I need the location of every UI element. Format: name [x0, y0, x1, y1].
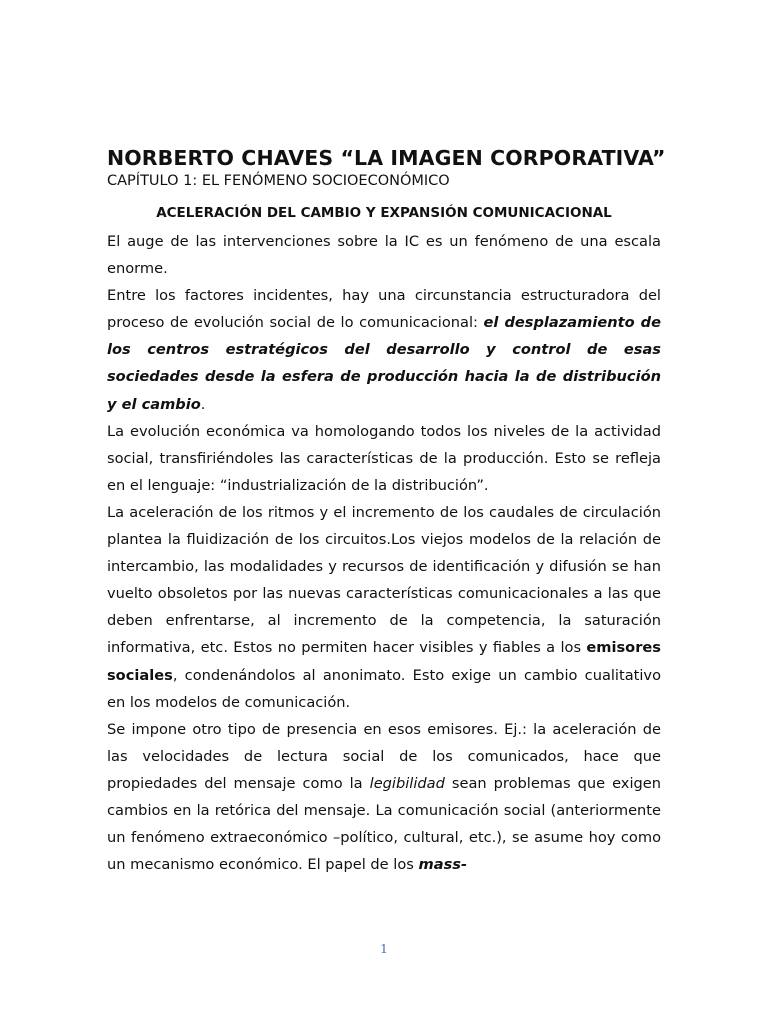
document-title: NORBERTO CHAVES “LA IMAGEN CORPORATIVA” [107, 146, 666, 170]
paragraph-4 [107, 499, 661, 716]
paragraph-4-text-b: , condenándolos al anonimato. Esto exige un cambio cualitativo en los modelos de comunicación. [107, 666, 661, 711]
paragraph-1: El auge de las intervenciones sobre la IC es un fenómeno de una escala enorme. [107, 233, 661, 278]
paragraph-2 [107, 282, 661, 417]
paragraph-4-text-a: La aceleración de los ritmos y el incremento de los caudales de circulación plantea la fluidización de los circuitos.Los viejos modelos de la relación de intercambio, las modalidades y recursos de identificación y difusión se han vuelto obsoletos por las nuevas características comunicacionales a las que deben enfrentarse, al incremento de la competencia, la saturación informativa, etc. Estos no permiten hacer visibles y fiables a los [107, 503, 661, 657]
page-content [107, 140, 666, 878]
paragraph-4-bold: emisores sociales [107, 639, 661, 684]
paragraph-3: La evolución económica va homologando todos los niveles de la actividad social, transfiriéndoles las características de la producción. Esto se refleja en el lenguaje: “industrialización de la distribución”. [107, 422, 661, 494]
paragraph-5-emphasis: mass- [418, 856, 467, 874]
section-heading: ACELERACIÓN DEL CAMBIO Y EXPANSIÓN COMUNICACIONAL [156, 205, 612, 221]
chapter-heading: CAPÍTULO 1: EL FENÓMENO SOCIOECONÓMICO [107, 173, 450, 189]
paragraph-2-emphasis: el desplazamiento de los centros estratégicos del desarrollo y control de esas sociedades desde la esfera de producción hacia la de distribución y el cambio [107, 314, 661, 413]
paragraph-5-text-a: Se impone otro tipo de presencia en esos emisores. Ej.: la aceleración de las velocidades de lectura social de los comunicados, hace que propiedades del mensaje como la [107, 720, 661, 792]
paragraph-2-text-b: . [200, 395, 206, 413]
page-number: 1 [380, 941, 388, 956]
paragraph-5-text-b: sean problemas que exigen cambios en la retórica del mensaje. La comunicación social (anteriormente un fenómeno extraeconómico –político, cultural, etc.), se asume hoy como un mecanismo económico. El papel de los [107, 774, 661, 874]
paragraph-5-italic: legibilidad [369, 774, 445, 792]
paragraph-2-text-a: Entre los factores incidentes, hay una circunstancia estructuradora del proceso de evolución social de lo comunicacional: [107, 287, 661, 332]
paragraph-5 [107, 716, 661, 879]
